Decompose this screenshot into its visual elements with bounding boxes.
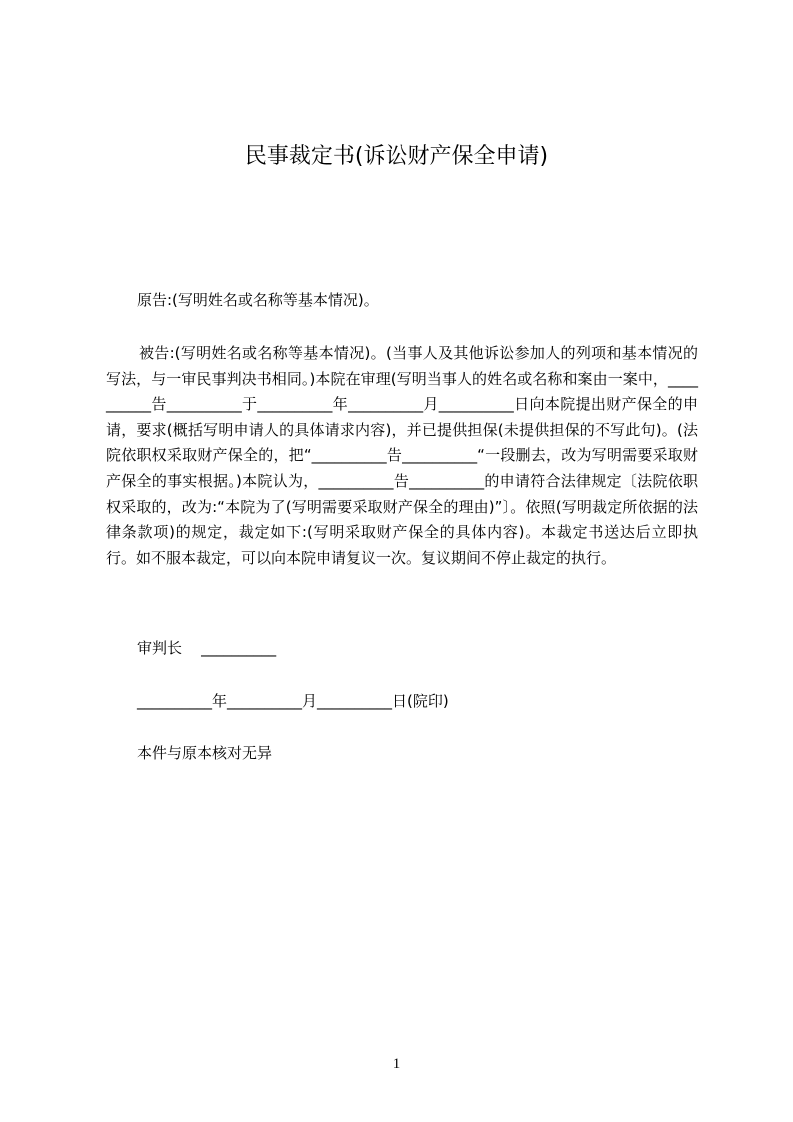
verification-line: 本件与原本核对无异 — [137, 744, 273, 762]
date-seal-line: __________年__________月__________日(院印) — [137, 692, 449, 710]
page-number: 1 — [392, 1056, 401, 1072]
document-title: 民事裁定书(诉讼财产保全申请) — [244, 144, 549, 169]
plaintiff-line: 原告:(写明姓名或名称等基本情况)。 — [137, 291, 379, 309]
body-paragraph: 被告:(写明姓名或名称等基本情况)。(当事人及其他诉讼参加人的列项和基本情况的写法，与一审民事判决书相同。)本院在审理(写明当事人的姓名或名称和案由一案中，__________告__________于__________年__________月__________日向本院提出财产保全的申请，要求(概括写明申请人的具体请求内容)，并已提供担保(未提供担保的不写此句)。(法院依职权采取财产保全的，把“__________告__________“一段删去，改为写明需要采取财产保全的事实根据。)本院认为，__________告__________的申请符合法律规定〔法院依职权采取的，改为:“本院为了(写明需要采取财产保全的理由)”〕。依照(写明裁定所依据的法律条款项)的规定，裁定如下:(写明采取财产保全的具体内容)。本裁定书送达后立即执行。如不服本裁定，可以向本院申请复议一次。复议期间不停止裁定的执行。 — [106, 344, 698, 567]
presiding-judge-line: 审判长 __________ — [137, 639, 277, 657]
